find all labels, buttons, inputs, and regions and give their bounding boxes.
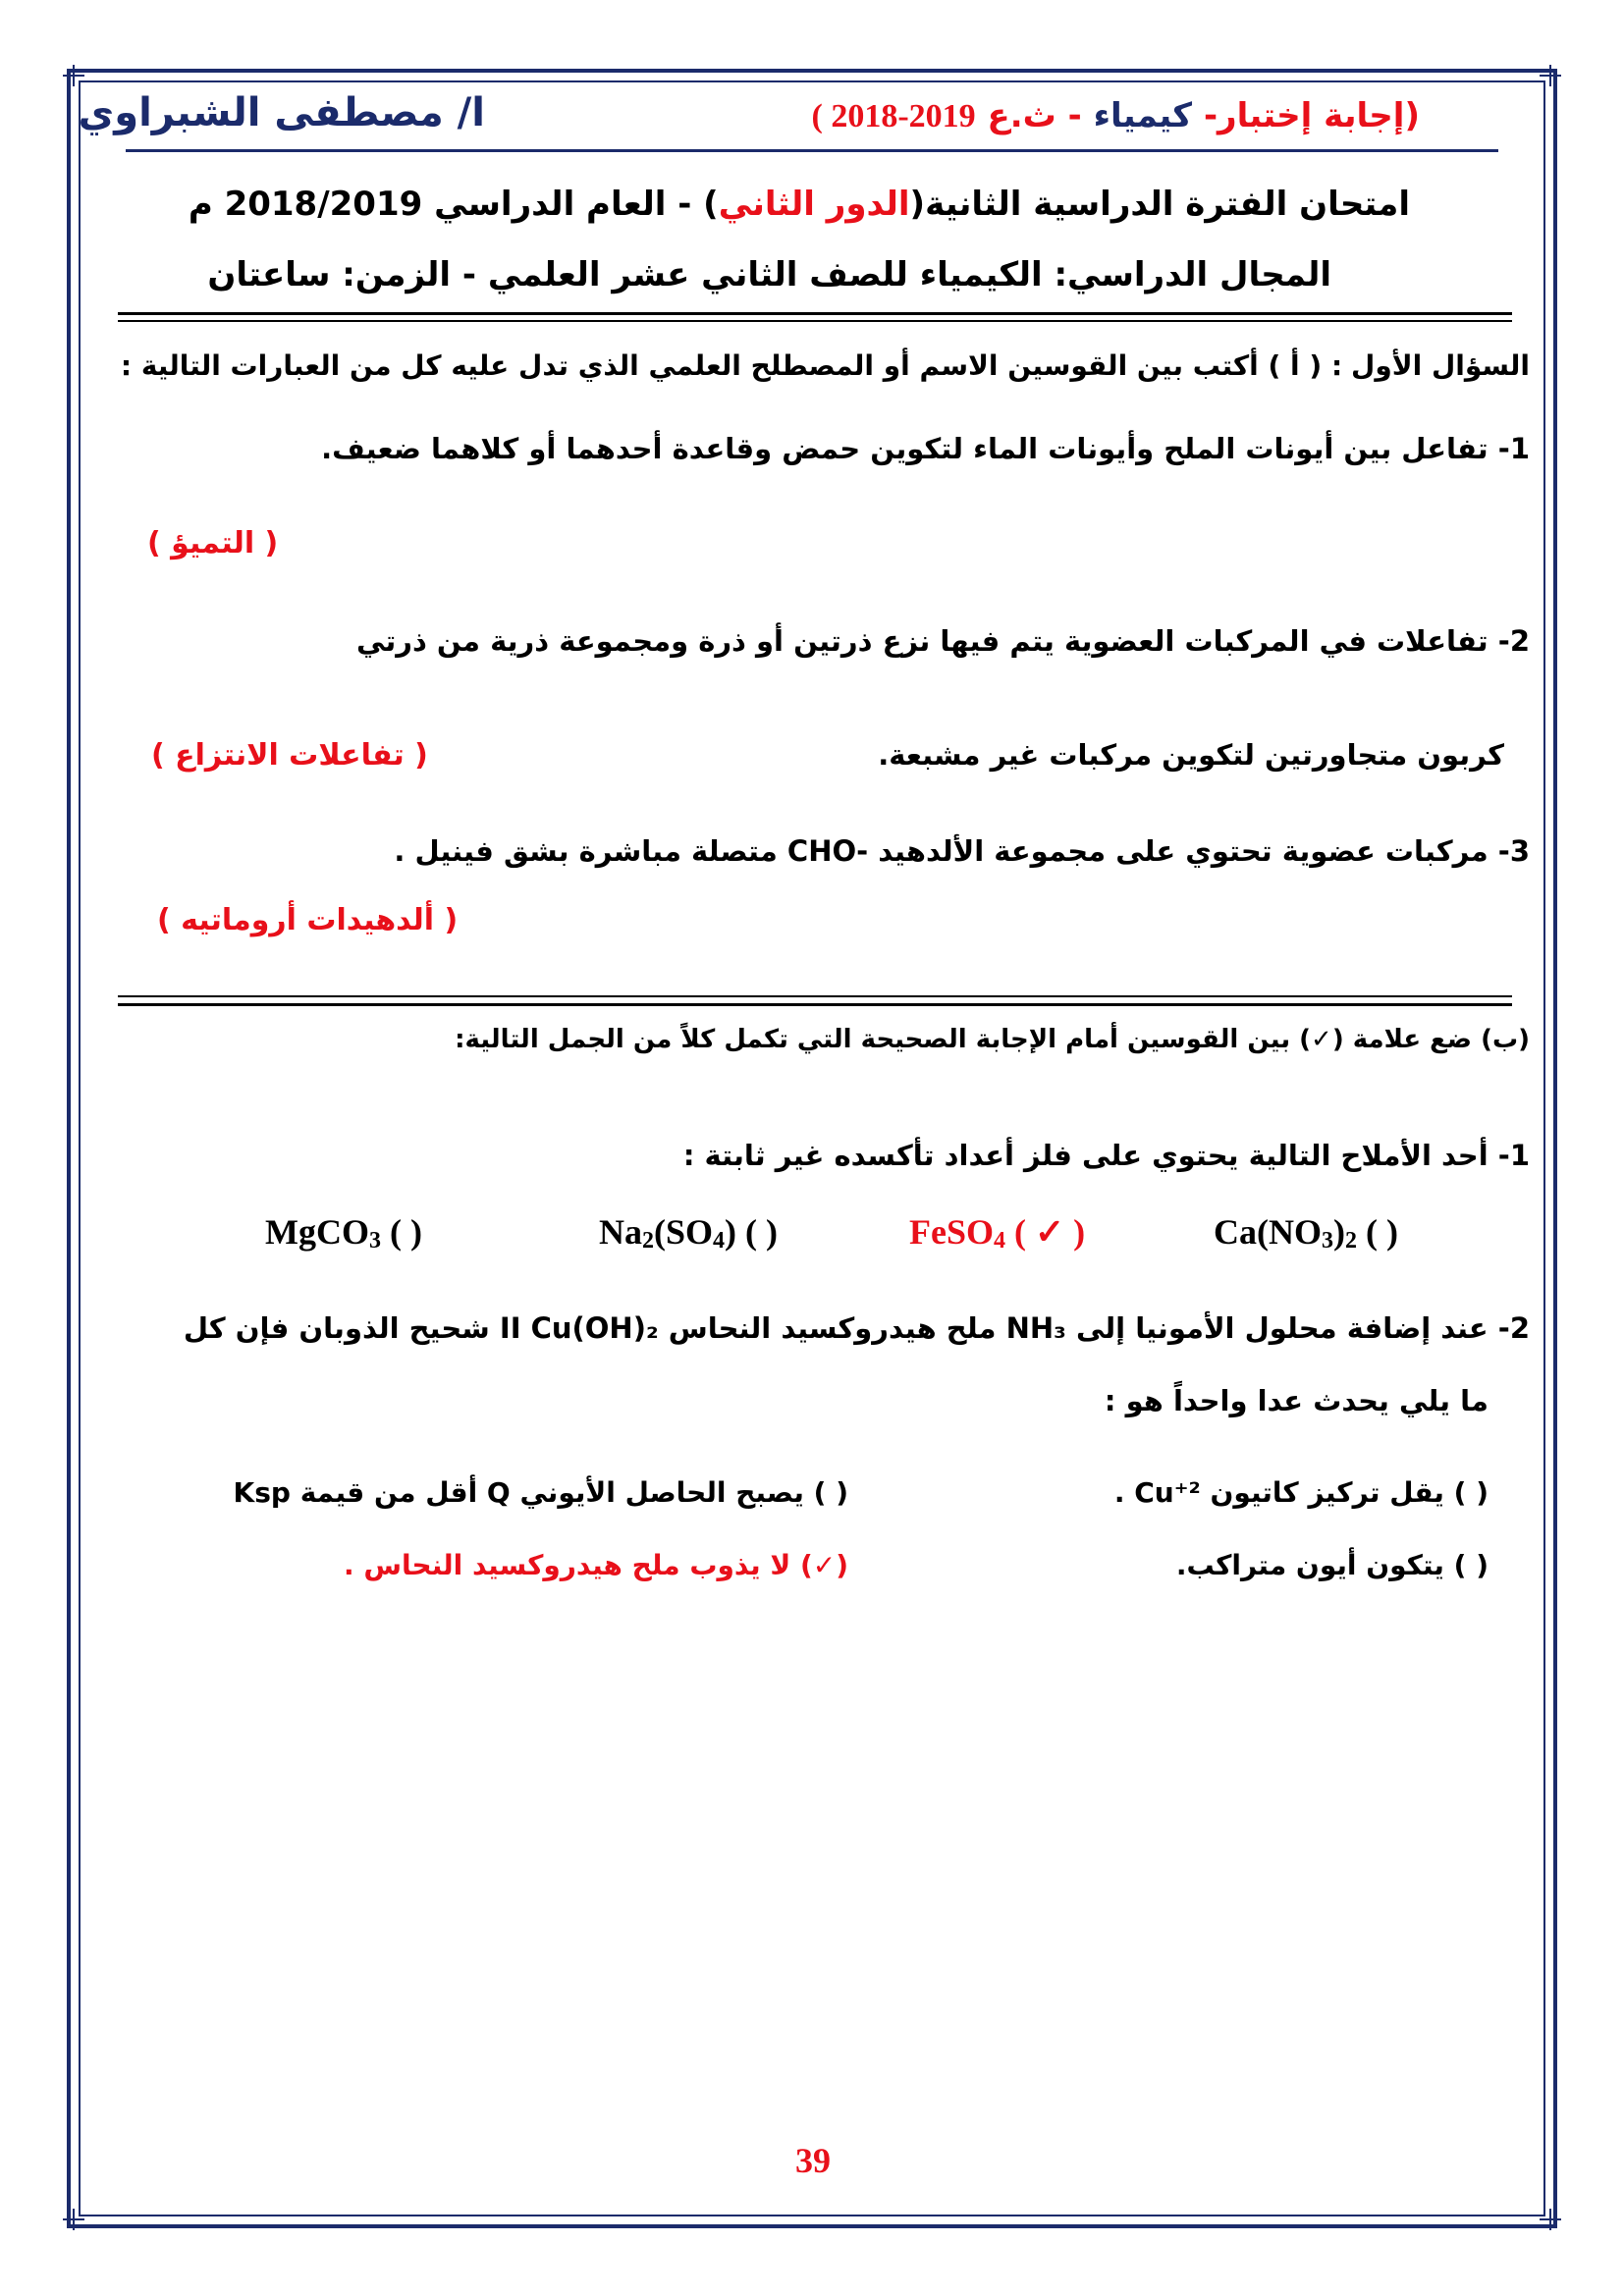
q1b-item-2 (184, 1311, 1530, 1345)
item-number: 1- (1497, 1139, 1530, 1172)
header-rule (126, 149, 1498, 152)
exam-title-line1 (189, 185, 1410, 224)
exam-title-round: الدور الثاني (718, 185, 910, 224)
exam-title-line2: المجال الدراسي: الكيمياء للصف الثاني عشر العلمي - الزمن: ساعتان (207, 255, 1331, 294)
q1-answer-3: ( ألدهيدات أروماتيه ) (157, 903, 459, 937)
item-text: تفاعل بين أيونات الملح وأيونات الماء لتكوين حمض وقاعدة أحدهما أو كلاهما ضعيف. (321, 432, 1489, 465)
item-number: 3- (1497, 834, 1530, 868)
border-corner (63, 2209, 84, 2230)
border-corner (1540, 2209, 1561, 2230)
q1-heading-text: : ( أ ) أكتب بين القوسين الاسم أو المصطلح العلمي الذي تدل عليه كل من العبارات التالية : (120, 349, 1343, 382)
q1-item-2-cont: كربون متجاورتين لتكوين مركبات غير مشبعة. (878, 738, 1504, 772)
header-code: ث.ع (987, 96, 1056, 135)
item-number: 2- (1497, 1311, 1530, 1345)
q1-item-2 (356, 624, 1530, 658)
exam-title-part1: امتحان الفترة الدراسية الثانية( (909, 185, 1410, 224)
option-c: ( ) يتكون أيون متراكب. (1175, 1549, 1489, 1581)
header-subject: كيمياء (1093, 96, 1193, 135)
q1b-heading: (ب) ضع علامة (✓) بين القوسين أمام الإجابة الصحيحة التي تكمل كلاً من الجمل التالية: (455, 1025, 1530, 1054)
item-text: مركبات عضوية تحتوي على مجموعة الألدهيد -CHO متصلة مباشرة بشق فينيل . (394, 834, 1489, 868)
q1-item-1 (321, 432, 1530, 465)
header-sep: - (1067, 96, 1082, 135)
item-number: 1- (1497, 432, 1530, 465)
choice-cano32: $Ca(NO_3)_2$ ( ) (1214, 1212, 1398, 1254)
header-author: ا/ مصطفى الشبراوي (78, 90, 485, 135)
q1-heading (121, 349, 1530, 382)
q1-answer-1: ( التميؤ ) (147, 526, 279, 561)
option-d-correct: (✓) لا يذوب ملح هيدروكسيد النحاس . (344, 1549, 848, 1581)
check-mark: ( ✓ ) (1005, 1212, 1086, 1252)
choice-bracket: ( ) (380, 1212, 422, 1252)
border-corner (1540, 65, 1561, 86)
page-number: 39 (795, 2141, 831, 2180)
item-text: عند إضافة محلول الأمونيا إلى NH₃ ملح هيدروكسيد النحاس II Cu(OH)₂ شحيح الذوبان فإن كل (183, 1311, 1489, 1345)
header-years: 2019-2018 ) (811, 98, 976, 134)
q1-answer-2: ( تفاعلات الانتزاع ) (151, 738, 428, 773)
choice-na2so4: $Na_2(SO_4)$ ( ) (599, 1212, 778, 1254)
border-corner (63, 65, 84, 86)
option-a: ( ) يقل تركيز كاتيون Cu⁺² . (1113, 1476, 1489, 1509)
q1-item-3 (394, 834, 1530, 868)
item-text: أحد الأملاح التالية يحتوي على فلز أعداد تأكسده غير ثابتة : (682, 1139, 1489, 1172)
choice-feso4-correct: FeSO$_4$ ( ✓ ) (909, 1212, 1086, 1254)
choice-mgco3: MgCO$_3$ ( ) (265, 1212, 422, 1254)
q1-heading-label: السؤال الأول (1351, 349, 1530, 382)
header-title-prefix: (إجابة إختبار- (1203, 96, 1420, 135)
choice-bracket: ( ) (736, 1212, 778, 1252)
item-number: 2- (1497, 624, 1530, 658)
header-title (811, 96, 1420, 135)
q1b-item-2-cont: ما يلي يحدث عدا واحداً هو : (1104, 1384, 1489, 1417)
choice-bracket: ( ) (1357, 1212, 1398, 1252)
item-text: تفاعلات في المركبات العضوية يتم فيها نزع ذرتين أو ذرة ومجموعة ذرية من ذرتي (356, 624, 1489, 658)
exam-title-part3: ) - العام الدراسي 2018/2019 م (188, 185, 719, 224)
q1b-item-1 (683, 1139, 1530, 1172)
option-b: ( ) يصبح الحاصل الأيوني Q أقل من قيمة Ksp (233, 1476, 848, 1509)
